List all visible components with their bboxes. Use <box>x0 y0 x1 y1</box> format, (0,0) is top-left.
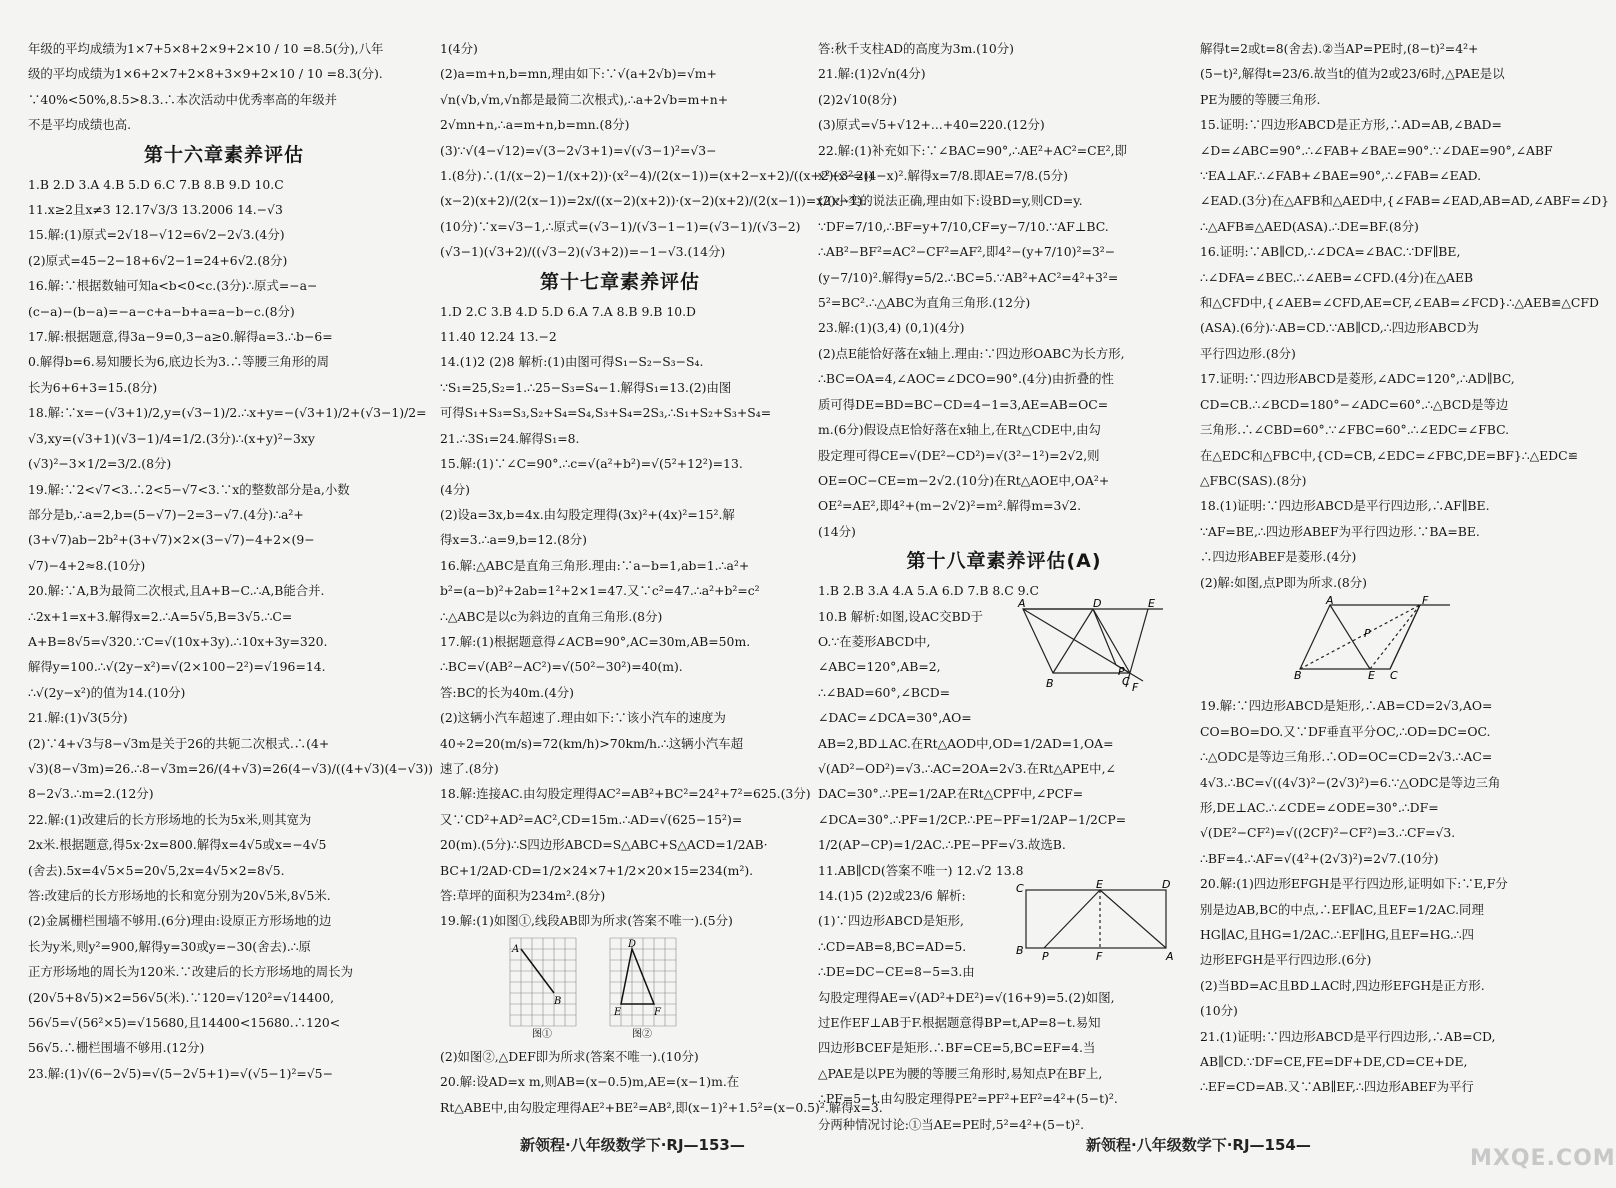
text-line: Rt△ABE中,由勾股定理得AE²+BE²=AB²,即(x−1)²+1.5²=(x−0.5)².解得x=3. <box>440 1099 883 1115</box>
text-line: √(AD²−OD²)=√3.∴AC=2OA=2√3.在Rt△APE中,∠ <box>818 760 1116 776</box>
svg-text:P: P <box>1364 626 1371 640</box>
text-line: 20(m).(5分)∴S四边形ABCD=S△ABC+S△ACD=1/2AB· <box>440 837 768 853</box>
text-line: △PAE是以PE为腰的等腰三角形时,易知点P在BF上, <box>818 1065 1103 1081</box>
svg-text:图②: 图② <box>632 1028 652 1040</box>
text-line: 答:BC的长为40m.(4分) <box>440 684 574 700</box>
text-line: ∵S₁=25,S₂=1.∴25−S₃=S₄−1.解得S₁=13.(2)由图 <box>440 379 732 395</box>
text-line: (3)∵√(4−√12)=√(3−2√3+1)=√(√3−1)²=√3− <box>440 142 717 158</box>
text-line: (x−2)(x+2)/(2(x−1))=2x/((x−2)(x+2))·(x−2)(x+2)/(2(x−1))=x/(x−1). <box>440 193 867 209</box>
text-line: 2x米.根据题意,得5x·2x=800.解得x=4√5或x=−4√5 <box>28 837 327 853</box>
text-line: m.(6分)假设点E恰好落在x轴上,在Rt△CDE中,由勾 <box>818 422 1101 438</box>
text-line: ∴∠DFA=∠BEC.∴∠AEB=∠CFD.(4分)在△AEB <box>1200 269 1474 285</box>
text-line: (3)原式=√5+√12+...+40=220.(12分) <box>818 117 1045 133</box>
svg-text:D: D <box>1093 596 1102 610</box>
text-line: ∴BF=4.∴AF=√(4²+(2√3)²)=2√7.(10分) <box>1200 850 1439 866</box>
text-line: 部分是b,∴a=2,b=(5−√7)−2=3−√7.(4分)∴a²+ <box>28 506 304 522</box>
parallelogram-figure <box>1290 593 1580 687</box>
grid-figures <box>510 938 800 1038</box>
fig-label: A <box>1018 596 1026 610</box>
text-line: 56√5.∴栅栏围墙不够用.(12分) <box>28 1040 205 1056</box>
text-line: 15.解:(1)原式=2√18−√12=6√2−2√3.(4分) <box>28 227 285 243</box>
text-line: 15.解:(1)∵∠C=90°.∴c=√(a²+b²)=√(5²+12²)=13. <box>440 456 743 472</box>
svg-text:C: C <box>1016 882 1024 896</box>
text-line: 56√5=√(56²×5)=√15680,且14400<15680.∴120< <box>28 1015 341 1031</box>
column-1 <box>28 36 434 1086</box>
text-line: 22.解:(1)改建后的长方形场地的长为5x米,则其宽为 <box>28 811 312 827</box>
text-line: √7)−4+2≈8.(10分) <box>28 557 146 573</box>
svg-text:D: D <box>628 938 637 950</box>
svg-text:E: E <box>1368 668 1375 682</box>
text-line: ∴△AFB≌△AED(ASA).∴DE=BF.(8分) <box>1200 218 1419 234</box>
text-line: ∵DF=7/10,∴BF=y+7/10,CF=y−7/10.∵AF⊥BC. <box>818 218 1109 234</box>
text-line: 16.解:△ABC是直角三角形.理由:∵a−b=1,ab=1.∴a²+ <box>440 557 750 573</box>
text-line: 21.解:(1)2√n(4分) <box>818 66 926 82</box>
text-line: 2√mn+n,∴a=m+n,b=mn.(8分) <box>440 117 630 133</box>
text-line: 11.AB∥CD(答案不唯一) 12.√2 13.8 <box>818 862 1024 878</box>
text-line: A+B=8√5=√320.∵C=√(10x+3y).∴10x+3y=320. <box>28 633 328 649</box>
text-line: 4√3.∴BC=√((4√3)²−(2√3)²)=6.∵△ODC是等边三角 <box>1200 774 1501 790</box>
text-line: 边形EFGH是平行四边形.(6分) <box>1200 952 1372 968</box>
text-line: 21.(1)证明:∵四边形ABCD是平行四边形,∴AB=CD, <box>1200 1028 1496 1044</box>
text-line: ∴△ABC是以c为斜边的直角三角形.(8分) <box>440 608 663 624</box>
text-line: (√3−1)(√3+2)/((√3−2)(√3+2))=−1−√3.(14分) <box>440 244 726 260</box>
text-line: 解得y=100.∴√(2y−x²)=√(2×100−2²)=√196=14. <box>28 659 326 675</box>
text-line: 8−2√3.∴m=2.(12分) <box>28 786 154 802</box>
text-line: √3,xy=(√3+1)(√3−1)/4=1/2.(3分)∴(x+y)²−3xy <box>28 430 315 446</box>
text-line: 16.证明:∵AB∥CD,∴∠DCA=∠BAC.∵DF∥BE, <box>1200 244 1461 260</box>
text-line: 级的平均成绩为1×6+2×7+2×8+3×9+2×10 / 10 =8.3(分). <box>28 66 383 82</box>
text-line: 1/2(AP−CP)=1/2AC.∴PE−PF=√3.故选B. <box>818 837 1066 853</box>
svg-text:C: C <box>1390 668 1398 682</box>
text-line: √3)(8−√3m)=26.∴8−√3m=26/(4+√3)=26(4−√3)/((4+√3)(4−√3)) <box>28 760 434 776</box>
text-line: ∴AB²−BF²=AC²−CF²=AF²,即4²−(y+7/10)²=3²− <box>818 244 1116 260</box>
text-line: O.∵在菱形ABCD中, <box>818 633 931 649</box>
svg-text:B: B <box>1046 676 1054 690</box>
text-line: 11.40 12.24 13.−2 <box>440 329 557 345</box>
text-line: (2)这辆小汽车超速了.理由如下:∵该小汽车的速度为 <box>440 710 726 726</box>
page-footer-left: 新领程·八年级数学下·RJ—153— <box>520 1136 745 1154</box>
text-line: 四边形BCEF是矩形.∴BF=CE=5,BC=EF=4.当 <box>818 1040 1096 1056</box>
text-line: 1.B 2.B 3.A 4.A 5.A 6.D 7.B 8.C 9.C <box>818 583 1039 599</box>
text-line: (2)如图②,△DEF即为所求(答案不唯一).(10分) <box>440 1048 699 1064</box>
text-line: (5−t)²,解得t=23/6.故当t的值为2或23/6时,△PAE是以 <box>1200 66 1505 82</box>
text-line: 1.B 2.D 3.A 4.B 5.D 6.C 7.B 8.B 9.D 10.C <box>28 176 284 192</box>
text-line: ∴EF=CD=AB.又∵AB∥EF,∴四边形ABEF为平行 <box>1200 1079 1474 1095</box>
svg-text:B: B <box>1294 668 1302 682</box>
text-line: 19.解:∵2<√7<3.∴2<5−√7<3.∵x的整数部分是a,小数 <box>28 481 350 497</box>
text-line: CO=BO=DO.又∵DF垂直平分OC,∴OD=DC=OC. <box>1200 723 1491 739</box>
text-line: OE²=AE²,即4²+(m−2√2)²=m².解得m=3√2. <box>818 498 1082 514</box>
text-line: 形,DE⊥AC.∴∠CDE=∠ODE=30°.∴DF= <box>1200 799 1439 815</box>
text-line: 16.解:∵根据数轴可知a<b<0<c.(3分)∴原式=−a− <box>28 278 318 294</box>
text-line: 1.(8分)∴(1/(x−2)−1/(x+2))·(x²−4)/(2(x−1))=(x+2−x+2)/((x+2)(x−2)) <box>440 168 874 184</box>
text-line: ∠ABC=120°,AB=2, <box>818 659 941 675</box>
svg-text:P: P <box>1118 664 1125 678</box>
text-line: △FBC(SAS).(8分) <box>1200 472 1307 488</box>
text-line: (2)点E能恰好落在x轴上.理由:∵四边形OABC为长方形, <box>818 345 1125 361</box>
text-line: 1.D 2.C 3.B 4.D 5.D 6.A 7.A 8.B 9.B 10.D <box>440 303 696 319</box>
text-line: (2)a=m+n,b=mn,理由如下:∵√(a+2√b)=√m+ <box>440 66 717 82</box>
text-line: 答:草坪的面积为234m².(8分) <box>440 888 606 903</box>
text-line: ∴√(2y−x²)的值为14.(10分) <box>28 684 186 700</box>
text-line: (10分)∵x=√3−1,∴原式=(√3−1)/(√3−1−1)=(√3−1)/(√3−2) <box>440 218 801 234</box>
text-line: 正方形场地的周长为120米.∵改建后的长方形场地的周长为 <box>28 964 353 980</box>
section-heading: 第十八章素养评估(A) <box>906 550 1102 573</box>
text-line: (20√5+8√5)×2=56√5(米).∵120=√120²=√14400, <box>28 989 335 1005</box>
text-line: CD=CB.∴∠BCD=180°−∠ADC=60°.∴△BCD是等边 <box>1200 396 1509 412</box>
text-line: DAC=30°.∴PE=1/2AP.在Rt△CPF中,∠PCF= <box>818 786 1084 802</box>
watermark: MXQE.COM <box>1470 1146 1616 1171</box>
svg-text:C: C <box>1122 674 1130 688</box>
text-line: (2)当BD=AC且BD⊥AC时,四边形EFGH是正方形. <box>1200 977 1485 993</box>
text-line: OE=OC−CE=m−2√2.(10分)在Rt△AOE中,OA²+ <box>818 472 1110 488</box>
text-line: 质可得DE=BD=BC−CD=4−1=3,AE=AB=OC= <box>818 396 1109 412</box>
text-line: (√3)²−3×1/2=3/2.(8分) <box>28 456 172 472</box>
text-line: BC+1/2AD·CD=1/2×24×7+1/2×20×15=234(m²). <box>440 862 754 878</box>
text-line: 过E作EF⊥AB于F.根据题意得BP=t,AP=8−t.易知 <box>818 1015 1101 1031</box>
text-line: 长为y米,则y²=900,解得y=30或y=−30(舍去).∴原 <box>28 938 311 954</box>
svg-text:B: B <box>554 995 562 1007</box>
text-line: 答:秋千支柱AD的高度为3m.(10分) <box>818 41 1014 56</box>
text-line: 15.证明:∵四边形ABCD是正方形,∴AD=AB,∠BAD= <box>1200 117 1502 133</box>
text-line: 平行四边形.(8分) <box>1200 345 1296 361</box>
column-4 <box>1200 36 1609 1100</box>
text-line: 和△CFD中,{∠AEB=∠CFD,AE=CF,∠EAB=∠FCD}∴△AEB≌△CFD <box>1200 295 1599 311</box>
text-line: (2)∵4+√3与8−√3m是关于26的共轭二次根式.∴(4+ <box>28 735 330 751</box>
text-line: 20.解:∵A,B为最简二次根式,且A+B−C.∴A,B能合并. <box>28 583 325 599</box>
text-line: 18.解:连接AC.由勾股定理得AC²=AB²+BC²=24²+7²=625.(3分) <box>440 786 811 802</box>
text-line: (c−a)−(b−a)=−a−c+a−b+a=a−b−c.(8分) <box>28 303 295 319</box>
text-line: 解得t=2或t=8(舍去).②当AP=PE时,(8−t)²=4²+ <box>1200 41 1479 56</box>
text-line: 19.解:∵四边形ABCD是矩形,∴AB=CD=2√3,AO= <box>1200 698 1493 714</box>
text-line: 19.解:(1)如图①,线段AB即为所求(答案不唯一).(5分) <box>440 913 733 929</box>
text-line: ∴四边形ABEF是菱形.(4分) <box>1200 549 1357 565</box>
text-line: 别是边AB,BC的中点,∴EF∥AC,且EF=1/2AC.同理 <box>1200 901 1484 917</box>
text-line: ∵40%<50%,8.5>8.3.∴本次活动中优秀率高的年级并 <box>28 91 337 107</box>
text-line: (2)原式=45−2−18+6√2−1=24+6√2.(8分) <box>28 252 288 268</box>
section-heading: 第十七章素养评估 <box>539 270 700 293</box>
text-line: 18.(1)证明:∵四边形ABCD是平行四边形,∴AF∥BE. <box>1200 498 1490 514</box>
text-line: √(DE²−CF²)=√((2CF)²−CF²)=3.∴CF=√3. <box>1200 825 1456 841</box>
text-line: 长为6+6+3=15.(8分) <box>28 379 158 395</box>
text-line: 又∵CD²+AD²=AC²,CD=15m.∴AD=√(625−15²)= <box>440 811 743 827</box>
text-line: 21.解:(1)√3(5分) <box>28 710 128 726</box>
svg-text:E: E <box>614 1006 622 1018</box>
text-line: 10.B 解析:如图,设AC交BD于 <box>818 608 984 624</box>
column-3 <box>818 36 1190 1137</box>
text-line: 速了.(8分) <box>440 760 499 776</box>
text-line: (10分) <box>1200 1003 1238 1019</box>
text-line: (ASA).(6分)∴AB=CD.∵AB∥CD,∴四边形ABCD为 <box>1200 320 1479 336</box>
text-line: b²=(a−b)²+2ab=1²+2×1=47.又∵c²=47.∴a²+b²=c² <box>440 583 760 599</box>
text-line: 股定理可得CE=√(DE²−CD²)=√(3²−1²)=2√2,则 <box>818 447 1100 463</box>
svg-text:F: F <box>1132 680 1139 694</box>
text-line: √n(√b,√m,√n都是最简二次根式),∴a+2√b=m+n+ <box>440 91 729 107</box>
svg-text:A: A <box>1166 950 1174 964</box>
text-line: 0.解得b=6.易知腰长为6,底边长为3.∴等腰三角形的周 <box>28 354 330 370</box>
text-line: ∴2x+1=x+3.解得x=2.∴A=5√5,B=3√5.∴C= <box>28 608 293 624</box>
text-line: (y−7/10)².解得y=5/2.∴BC=5.∵AB²+AC²=4²+3²= <box>818 269 1119 285</box>
text-line: (1)∵四边形ABCD是矩形, <box>818 913 964 929</box>
text-line: HG∥AC,且HG=1/2AC.∴EF∥HG,且EF=HG.∴四 <box>1200 927 1475 942</box>
text-line: ∠D=∠ABC=90°.∴∠FAB+∠BAE=90°.∵∠DAE=90°,∠ABF <box>1200 142 1553 158</box>
text-line: ∴△ODC是等边三角形.∴OD=OC=CD=2√3.∴AC= <box>1200 749 1493 765</box>
text-line: 三角形.∴∠CBD=60°.∵∠FBC=60°.∴∠EDC=∠FBC. <box>1200 422 1510 438</box>
svg-text:E: E <box>1096 878 1103 892</box>
text-line: 17.解:根据题意,得3a−9=0,3−a≥0.解得a=3.∴b−6= <box>28 329 333 345</box>
rectangle-figure <box>1014 878 1174 964</box>
text-line: ∠DCA=30°.∴PF=1/2CP.∴PE−PF=1/2AP−1/2CP= <box>818 811 1127 827</box>
svg-text:D: D <box>1162 878 1171 892</box>
text-line: 1(4分) <box>440 41 478 56</box>
text-line: (2)小奕的说法正确,理由如下:设BD=y,则CD=y. <box>818 193 1083 209</box>
text-line: 17.解:(1)根据题意得∠ACB=90°,AC=30m,AB=50m. <box>440 633 751 649</box>
text-line: 可得S₁+S₃=S₃,S₂+S₄=S₄,S₃+S₄=2S₃,∴S₁+S₂+S₃+S₄= <box>440 405 772 421</box>
text-line: 年级的平均成绩为1×7+5×8+2×9+2×10 / 10 =8.5(分),八年 <box>28 41 384 56</box>
text-line: (14分) <box>818 523 856 539</box>
svg-text:A: A <box>1326 593 1334 607</box>
text-line: PE为腰的等腰三角形. <box>1200 91 1321 107</box>
text-line: 40÷2=20(m/s)=72(km/h)>70km/h.∴这辆小汽车超 <box>440 735 744 751</box>
text-line: AB∥CD.∵DF=CE,FE=DF+DE,CD=CE+DE, <box>1200 1054 1468 1070</box>
rhombus-figure <box>1018 596 1168 694</box>
text-line: (舍去).5x=4√5×5=20√5,2x=4√5×2=8√5. <box>28 862 285 878</box>
text-line: 勾股定理得AE=√(AD²+DE²)=√(16+9)=5.(2)如图, <box>818 989 1115 1005</box>
text-line: (2)2√10(8分) <box>818 91 898 107</box>
text-line: 分两种情况讨论:①当AE=PE时,5²=4²+(5−t)². <box>818 1116 1085 1132</box>
text-line: 14.(1)2 (2)8 解析:(1)由图可得S₁−S₂−S₃−S₄. <box>440 354 704 370</box>
text-line: ∵AF=BE,∴四边形ABEF为平行四边形.∵BA=BE. <box>1200 523 1480 539</box>
text-line: 20.解:(1)四边形EFGH是平行四边形,证明如下:∵E,F分 <box>1200 876 1508 892</box>
text-line: ∠EAD.(3分)在△AFB和△AED中,{∠FAB=∠EAD,AB=AD,∠ABF=∠D} <box>1200 193 1609 209</box>
text-line: 5²=BC².∴△ABC为直角三角形.(12分) <box>818 295 1031 311</box>
text-line: (2)设a=3x,b=4x.由勾股定理得(3x)²+(4x)²=15².解 <box>440 506 735 522</box>
text-line: 答:改建后的长方形场地的长和宽分别为20√5米,8√5米. <box>28 888 331 903</box>
text-line: 18.解:∵x=−(√3+1)/2,y=(√3−1)/2.∴x+y=−(√3+1)/2+(√3−1)/2= <box>28 405 427 421</box>
text-line: 14.(1)5 (2)2或23/6 解析: <box>818 888 966 903</box>
page-footer-right: 新领程·八年级数学下·RJ—154— <box>1086 1136 1311 1154</box>
text-line: ∴BC=OA=4,∠AOC=∠DCO=90°.(4分)由折叠的性 <box>818 371 1114 387</box>
grid-figure-1 <box>510 938 580 1038</box>
text-line: 在△EDC和△FBC中,{CD=CB,∠EDC=∠FBC,DE=BF}∴△EDC≌ <box>1200 447 1578 463</box>
text-line: ∴BC=√(AB²−AC²)=√(50²−30²)=40(m). <box>440 659 683 675</box>
text-line: 不是平均成绩也高. <box>28 117 132 133</box>
svg-text:F: F <box>1422 593 1429 607</box>
text-line: ∴DE=DC−CE=8−5=3.由 <box>818 964 975 980</box>
text-line: 17.证明:∵四边形ABCD是菱形,∠ADC=120°,∴AD∥BC, <box>1200 371 1515 387</box>
text-line: 得x=3.∴a=9,b=12.(8分) <box>440 532 588 548</box>
grid-figure-2 <box>610 938 680 1038</box>
text-line: ∴CD=AB=8,BC=AD=5. <box>818 938 967 954</box>
text-line: x²+3²=(4−x)².解得x=7/8.即AE=7/8.(5分) <box>818 168 1069 184</box>
text-line: (3+√7)ab−2b²+(3+√7)×2×(3−√7)−4+2×(9− <box>28 532 315 548</box>
svg-text:B: B <box>1016 944 1024 958</box>
text-line: ∠DAC=∠DCA=30°,AO= <box>818 710 972 726</box>
text-line: 23.解:(1)√(6−2√5)=√(5−2√5+1)=√(√5−1)²=√5− <box>28 1065 333 1081</box>
svg-text:E: E <box>1148 596 1155 610</box>
svg-text:F: F <box>1096 950 1103 964</box>
svg-text:图①: 图① <box>532 1028 552 1040</box>
svg-text:P: P <box>1042 950 1049 964</box>
text-line: 20.解:设AD=x m,则AB=(x−0.5)m,AE=(x−1)m.在 <box>440 1074 740 1090</box>
text-line: 22.解:(1)补充如下:∵∠BAC=90°,∴AE²+AC²=CE²,即 <box>818 142 1127 158</box>
svg-text:F: F <box>654 1006 661 1018</box>
text-line: (2)金属栅栏围墙不够用.(6分)理由:设原正方形场地的边 <box>28 913 332 929</box>
text-line: ∴PF=5−t.由勾股定理得PE²=PF²+EF²=4²+(5−t)². <box>818 1091 1118 1107</box>
text-line: 23.解:(1)(3,4) (0,1)(4分) <box>818 320 965 336</box>
svg-text:A: A <box>512 943 520 955</box>
text-line: ∴∠BAD=60°,∠BCD= <box>818 684 951 700</box>
text-line: (2)解:如图,点P即为所求.(8分) <box>1200 574 1368 590</box>
text-line: ∵EA⊥AF.∴∠FAB+∠BAE=90°,∴∠FAB=∠EAD. <box>1200 168 1482 184</box>
text-line: 21.∴3S₁=24.解得S₁=8. <box>440 430 580 446</box>
text-line: (4分) <box>440 481 470 497</box>
text-line: 11.x≥2且x≠3 12.17√3/3 13.2006 14.−√3 <box>28 202 283 218</box>
text-line: AB=2,BD⊥AC.在Rt△AOD中,OD=1/2AD=1,OA= <box>818 735 1114 751</box>
section-heading: 第十六章素养评估 <box>143 143 304 166</box>
